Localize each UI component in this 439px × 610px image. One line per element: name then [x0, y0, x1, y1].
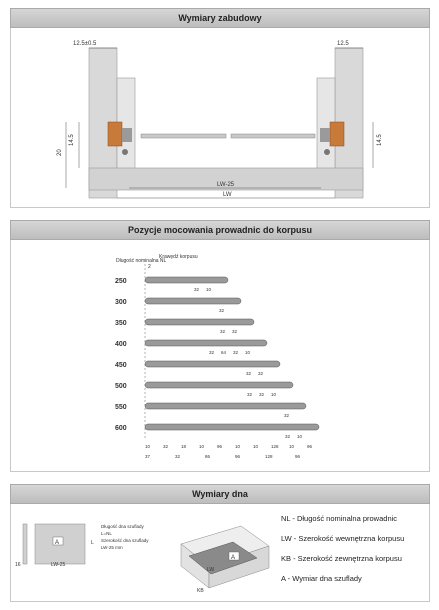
row-dim: 10	[245, 350, 251, 355]
bottom-dim: 128	[271, 444, 279, 449]
row-dim: 32	[246, 371, 252, 376]
note-0: Długość dna szuflady	[101, 524, 144, 529]
bottom-dim-2: 86	[205, 454, 211, 459]
bottom-dim: 18	[181, 444, 187, 449]
iso-drawer	[181, 526, 269, 594]
slide-bar-250	[145, 277, 228, 283]
legend-lw: LW - Szerokość wewnętrzna korpusu	[281, 534, 405, 543]
length-label-300: 300	[115, 299, 127, 306]
iso-lw: LW	[207, 567, 215, 573]
slide-bar-600	[145, 424, 319, 430]
left-slide	[108, 122, 122, 146]
bottom-dim: 10	[235, 444, 241, 449]
right-slide	[330, 122, 344, 146]
row-dim: 32	[285, 434, 291, 439]
dim-20: 20	[57, 149, 63, 156]
board-l: L	[91, 540, 94, 546]
section-title-mounting: Pozycje mocowania prowadnic do korpusu	[10, 220, 430, 240]
bottom-dim: 96	[217, 444, 223, 449]
row-dim: 32	[259, 392, 265, 397]
slide-bar-550	[145, 403, 306, 409]
bottom-dim-2: 96	[295, 454, 301, 459]
row-dim: 64	[221, 350, 227, 355]
length-label-400: 400	[115, 341, 127, 348]
note-1: L=NL	[101, 531, 112, 536]
mounting-drawing	[11, 240, 429, 472]
row-dim: 32	[247, 392, 253, 397]
dim-145-right: 14.5	[377, 134, 383, 146]
row-dim: 32	[233, 350, 239, 355]
row-dim: 32	[209, 350, 215, 355]
bottom-panel	[10, 504, 430, 602]
bottom-dim-2: 96	[235, 454, 241, 459]
installation-panel	[10, 28, 430, 208]
bottom-dim-2: 32	[175, 454, 181, 459]
edge-label: Krawędź korpusu	[159, 254, 198, 260]
row-dim: 32	[258, 371, 264, 376]
slide-bar-500	[145, 382, 293, 388]
dim-lw: LW	[223, 192, 232, 198]
board-a: A	[55, 540, 60, 546]
nl-label: Długość nominalna NL	[116, 258, 167, 264]
iso-a: A	[231, 555, 236, 561]
dim-right-top: 12.5	[337, 41, 349, 47]
row-dim: 32	[220, 329, 226, 334]
section-title-installation: Wymiary zabudowy	[10, 8, 430, 28]
bottom-dim-2: 37	[145, 454, 151, 459]
bottom-dim: 10	[253, 444, 259, 449]
length-label-550: 550	[115, 404, 127, 411]
row-dim: 32	[219, 308, 225, 313]
row-dim: 10	[297, 434, 303, 439]
bottom-drawing	[11, 504, 271, 602]
bottom-dim-2: 128	[265, 454, 273, 459]
mounting-panel	[10, 240, 430, 472]
bottom-dim: 10	[145, 444, 151, 449]
dim-145-left: 14.5	[69, 134, 75, 146]
slide-bar-400	[145, 340, 267, 346]
bottom-dim: 10	[199, 444, 205, 449]
legend-a: A - Wymiar dna szuflady	[281, 574, 362, 583]
length-label-350: 350	[115, 320, 127, 327]
bottom-dim: 10	[289, 444, 295, 449]
slide-bar-350	[145, 319, 254, 325]
dim-left-top: 12.5±0.5	[73, 41, 97, 47]
legend-kb: KB - Szerokość zewnętrzna korpusu	[281, 554, 402, 563]
row-dim: 10	[271, 392, 277, 397]
section-title-bottom: Wymiary dna	[10, 484, 430, 504]
legend-nl: NL - Długość nominalna prowadnic	[281, 514, 398, 523]
length-label-500: 500	[115, 383, 127, 390]
length-label-450: 450	[115, 362, 127, 369]
row-dim: 32	[284, 413, 290, 418]
bottom-dim: 96	[307, 444, 313, 449]
note-3: LW-25 mm	[101, 545, 123, 550]
length-label-600: 600	[115, 425, 127, 432]
row-dim: 10	[206, 287, 212, 292]
board-16: 16	[15, 562, 21, 568]
installation-drawing	[11, 28, 429, 208]
row-dim: 32	[194, 287, 200, 292]
slide-bar-450	[145, 361, 280, 367]
edge-dim: 2	[148, 264, 151, 270]
note-2: Szerokość dna szuflady	[101, 538, 149, 543]
dim-lw25: LW-25	[217, 182, 235, 188]
slide-bar-300	[145, 298, 241, 304]
iso-kb: KB	[197, 588, 204, 594]
length-label-250: 250	[115, 278, 127, 285]
bottom-dim: 32	[163, 444, 169, 449]
row-dim: 32	[232, 329, 238, 334]
board-lw25: LW-25	[51, 562, 66, 568]
